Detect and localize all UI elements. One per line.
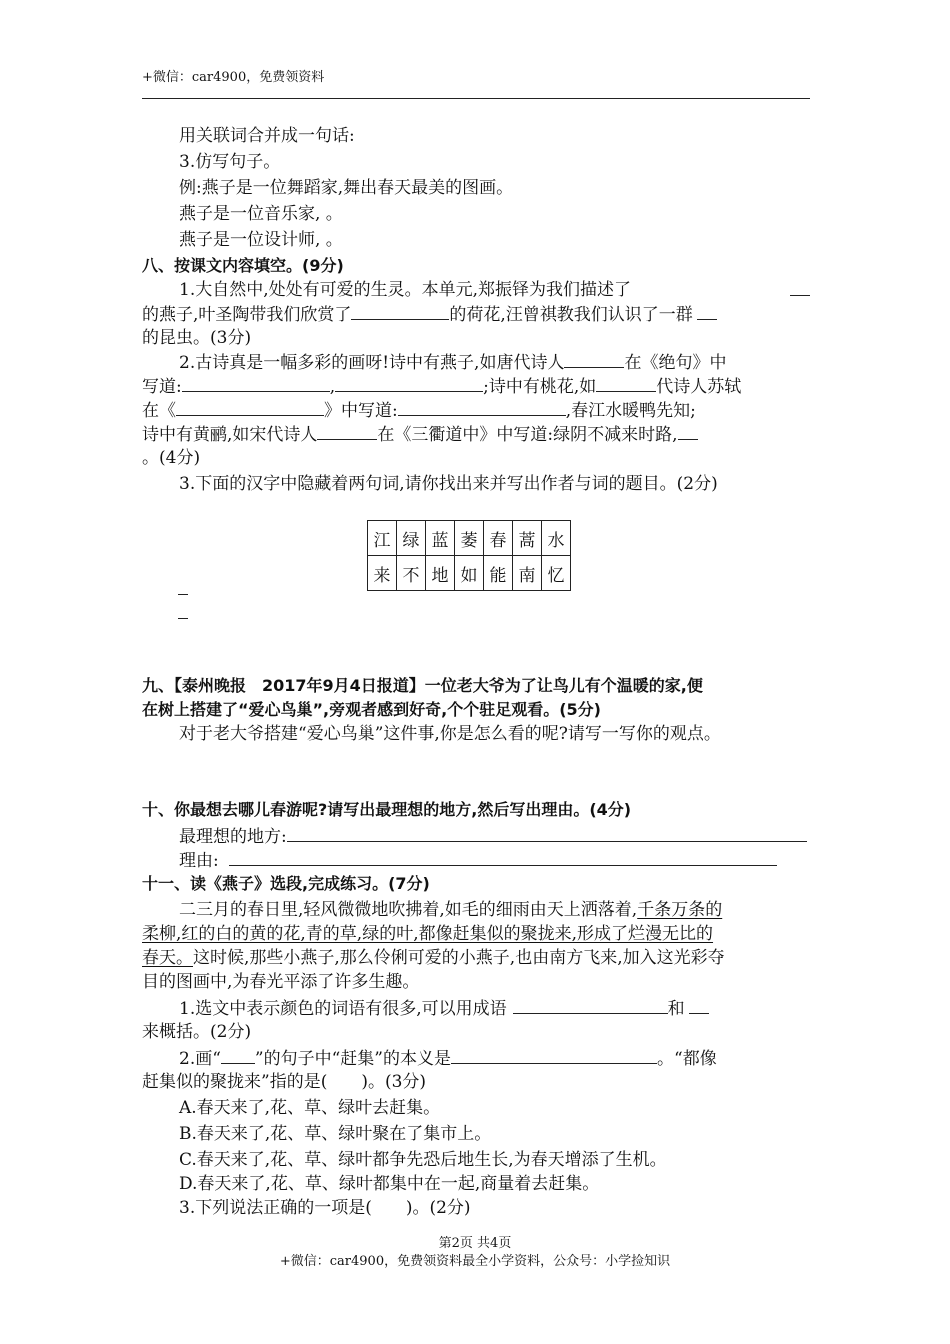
blank[interactable] (451, 1046, 657, 1064)
blank[interactable] (176, 398, 324, 416)
sec8-q1-line2: 的燕子,叶圣陶带我们欣赏了 的荷花,汪曾祺教我们认识了一群 (142, 302, 810, 327)
reason-blank[interactable] (229, 848, 777, 866)
sec11-q1-line1: 1.选文中表示颜色的词语有很多,可以用成语 和 (142, 996, 810, 1021)
imitation-line-1: 燕子是一位音乐家, 。 (179, 204, 343, 224)
grid-row-2 (368, 556, 571, 591)
grid-cell: 忆 (542, 556, 571, 591)
section-9-line1: 九、【泰州晚报 2017年9月4日报道】一位老大爷为了让鸟儿有个温暖的家,便 (142, 676, 703, 695)
grid-cell: 春 (484, 521, 513, 556)
section-9-prompt: 对于老大爷搭建“爱心鸟巢”这件事,你是怎么看的呢?请写一写你的观点。 (179, 724, 721, 744)
reason-row (142, 848, 810, 873)
section-11-title: 十一、读《燕子》选段,完成练习。(7分) (142, 874, 430, 893)
grid-cell: 蒿 (513, 521, 542, 556)
underlined-sentence: 千条万条的 (637, 900, 723, 920)
sec8-q3: 3.下面的汉字中隐藏着两句词,请你找出来并写出作者与词的题目。(2分) (179, 474, 718, 494)
sec11-q3: 3.下列说法正确的一项是( )。(2分) (179, 1198, 471, 1218)
place-label: 最理想的地方: (179, 827, 287, 847)
passage-line-3: 春天。这时候,那些小燕子,那么伶俐可爱的小燕子,也由南方飞来,加入这光彩夺 (142, 948, 725, 968)
blank[interactable] (564, 350, 624, 368)
question-3-title: 3.仿写句子。 (179, 152, 281, 172)
header-text: +微信：car4900，免费领资料 (142, 70, 325, 85)
option-c: C.春天来了,花、草、绿叶都争先恐后地生长,为春天增添了生机。 (179, 1150, 667, 1170)
blank[interactable] (317, 422, 377, 440)
sec8-q2-line1: 2.古诗真是一幅多彩的画呀!诗中有燕子,如唐代诗人 在《绝句》中 (142, 350, 810, 375)
sec8-q1-line3: 的昆虫。(3分) (142, 328, 252, 348)
grid-cell: 蓝 (426, 521, 455, 556)
blank[interactable] (398, 398, 566, 416)
place-row (142, 824, 810, 849)
grid-cell: 不 (397, 556, 426, 591)
option-d: D.春天来了,花、草、绿叶都集中在一起,商量着去赶集。 (179, 1174, 600, 1194)
blank[interactable] (182, 374, 330, 392)
blank[interactable] (596, 374, 656, 392)
blank[interactable] (678, 422, 698, 440)
sec11-q1-line2: 来概括。(2分) (142, 1022, 252, 1042)
sec8-q2-line4: 诗中有黄鹂,如宋代诗人 在《三衢道中》中写道:绿阴不减来时路, (142, 422, 810, 447)
grid-cell: 能 (484, 556, 513, 591)
grid-cell: 绿 (397, 521, 426, 556)
page-number: 第2页 共4页 (438, 1236, 512, 1251)
sec8-q1-line1: 1.大自然中,处处有可爱的生灵。本单元,郑振铎为我们描述了 (142, 278, 810, 302)
sec11-q2-line2: 赶集似的聚拢来”指的是( )。(3分) (142, 1072, 427, 1092)
section-9-line2: 在树上搭建了“爱心鸟巢”,旁观者感到好奇,个个驻足观看。(5分) (142, 700, 601, 719)
blank[interactable] (513, 996, 668, 1014)
grid-cell: 水 (542, 521, 571, 556)
grid-cell: 如 (455, 556, 484, 591)
grid-cell: 来 (368, 556, 397, 591)
sec8-q2-line5: 。(4分) (142, 448, 201, 468)
grid-row-1 (368, 521, 571, 556)
passage-line-1: 二三月的春日里,轻风微微地吹拂着,如毛的细雨由天上洒落着,千条万条的 (179, 900, 723, 920)
imitation-line-2: 燕子是一位设计师, 。 (179, 230, 343, 250)
passage-line-2: 柔柳,红的白的黄的花,青的草,绿的叶,都像赶集似的聚拢来,形成了烂漫无比的 (142, 924, 714, 944)
hidden-words-grid (367, 520, 571, 591)
grid-cell: 地 (426, 556, 455, 591)
option-b: B.春天来了,花、草、绿叶聚在了集市上。 (179, 1124, 492, 1144)
header-divider (142, 98, 810, 99)
sec8-q2-line2: 写道: , ;诗中有桃花,如 代诗人苏轼 (142, 374, 810, 399)
section-8-title: 八、按课文内容填空。(9分) (142, 256, 344, 275)
example-sentence: 例:燕子是一位舞蹈家,舞出春天最美的图画。 (179, 178, 514, 198)
blank[interactable] (689, 996, 709, 1014)
footer-text: +微信：car4900，免费领资料最全小学资料，公众号：小学捡知识 (279, 1254, 671, 1269)
grid-cell: 萎 (455, 521, 484, 556)
grid-cell: 南 (513, 556, 542, 591)
option-a: A.春天来了,花、草、绿叶去赶集。 (179, 1098, 441, 1118)
sec8-q2-line3: 在《 》中写道: ,春江水暖鸭先知; (142, 398, 810, 423)
instruction-line: 用关联词合并成一句话: (179, 126, 355, 146)
section-10-title: 十、你最想去哪儿春游呢?请写出最理想的地方,然后写出理由。(4分) (142, 800, 632, 819)
blank[interactable] (351, 302, 449, 320)
answer-blank[interactable] (178, 594, 188, 595)
grid-cell: 江 (368, 521, 397, 556)
underlined-sentence: 春天。 (142, 948, 193, 968)
blank[interactable] (697, 302, 717, 320)
sec11-q2-line1: 2.画“ ”的句子中“赶集”的本义是 。“都像 (142, 1046, 810, 1071)
blank[interactable] (790, 278, 810, 296)
reason-label: 理由: (179, 851, 219, 871)
blank[interactable] (221, 1046, 255, 1064)
answer-blank[interactable] (178, 618, 188, 619)
place-blank[interactable] (287, 824, 807, 842)
blank[interactable] (335, 374, 483, 392)
passage-line-4: 目的图画中,为春光平添了许多生趣。 (142, 972, 420, 992)
